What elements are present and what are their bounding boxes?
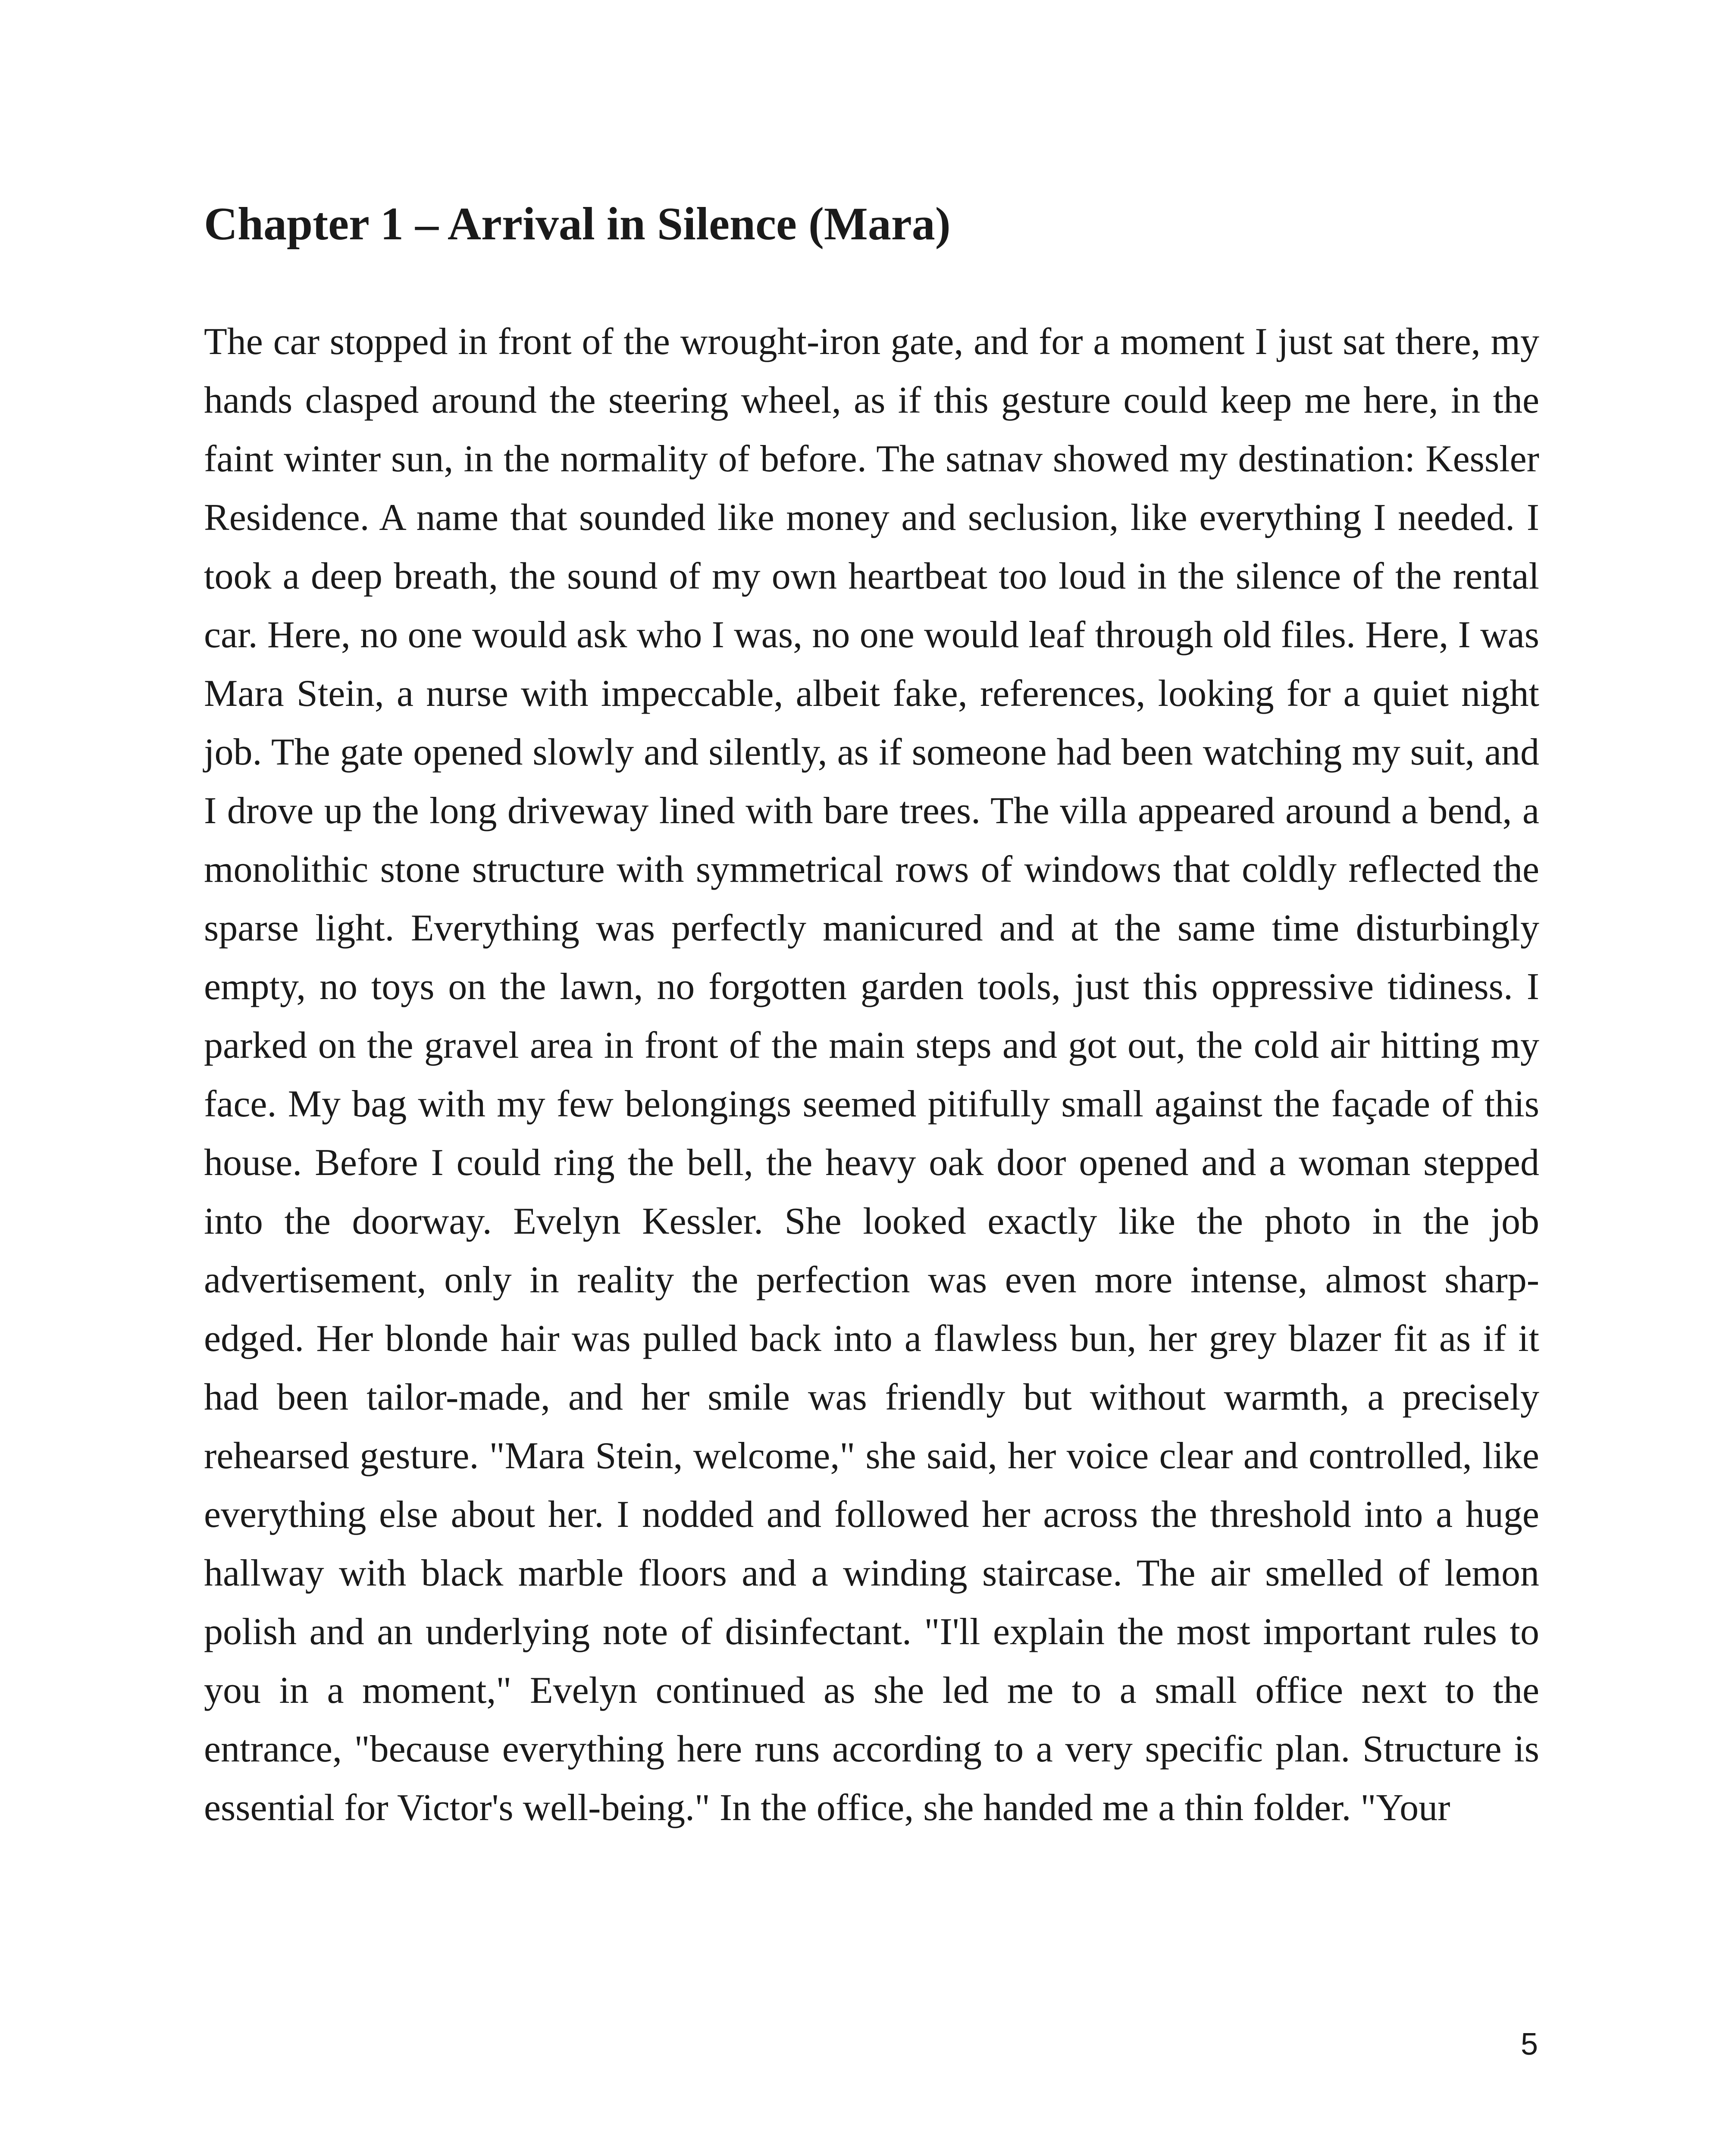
- page-number: 5: [1520, 2027, 1538, 2062]
- body-paragraph: The car stopped in front of the wrought-iron gate, and for a moment I just sat there, my hands clasped around the steering wheel, as if this gesture could keep me here, in the faint winter sun, in the normality of before. The satnav showed my destination: Kessler Residence. A name that sounded like money and seclusion, like everything I needed. I took a deep breath, the sound of my own heartbeat too loud in the silence of the rental car. Here, no one would ask who I was, no one would leaf through old files. Here, I was Mara Stein, a nurse with impeccable, albeit fake, references, looking for a quiet night job. The gate opened slowly and silently, as if someone had been watching my suit, and I drove up the long driveway lined with bare trees. The villa appeared around a bend, a monolithic stone structure with symmetrical rows of windows that coldly reflected the sparse light. Everything was perfectly manicured and at the same time disturbingly empty, no toys on the lawn, no forgotten garden tools, just this oppressive tidiness. I parked on the gravel area in front of the main steps and got out, the cold air hitting my face. My bag with my few belongings seemed pitifully small against the façade of this house. Before I could ring the bell, the heavy oak door opened and a woman stepped into the doorway. Evelyn Kessler. She looked exactly like the photo in the job advertisement, only in reality the perfection was even more intense, almost sharp-edged. Her blonde hair was pulled back into a flawless bun, her grey blazer fit as if it had been tailor-made, and her smile was friendly but without warmth, a precisely rehearsed gesture. "Mara Stein, welcome," she said, her voice clear and controlled, like everything else about her. I nodded and followed her across the threshold into a huge hallway with black marble floors and a winding staircase. The air smelled of lemon polish and an underlying note of disinfectant. "I'll explain the most important rules to you in a moment," Evelyn continued as she led me to a small office next to the entrance, "because everything here runs according to a very specific plan. Structure is essential for Victor's well-being." In the office, she handed me a thin folder. "Your: [204, 321, 1539, 1829]
- chapter-heading: Chapter 1 – Arrival in Silence (Mara): [204, 198, 951, 250]
